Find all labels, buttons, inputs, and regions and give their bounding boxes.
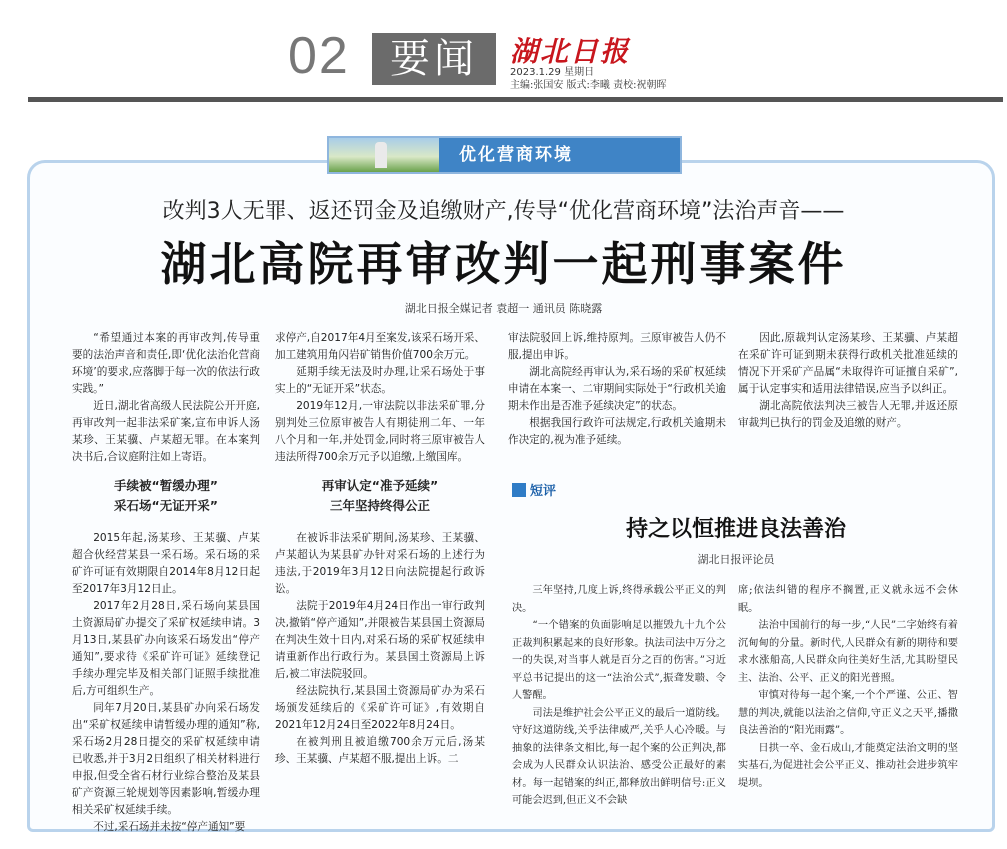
paragraph: “希望通过本案的再审改判,传导重要的法治声音和责任,即‘优化法治化营商环境’的要求,应落脚于每一次的依法行政实践。” — [72, 332, 260, 395]
article-column-2 — [275, 330, 485, 768]
paragraph: 司法是维护社会公平正义的最后一道防线。守好这道防线,关乎法律威严,关乎人心冷暖。与抽象的法律条文相比,每一起个案的公正判决,都会成为人民群众认识法治、感受公正最好的素材。每一起错案的纠正,都释放出鲜明信号:正义可能会迟到,但正义不会缺 — [512, 707, 726, 806]
paragraph: “一个错案的负面影响足以摧毁九十九个公正裁判积累起来的良好形象。执法司法中万分之一的失误,对当事人就是百分之百的伤害。”习近平总书记提出的这一“法治公式”,振聋发聩、令人警醒。 — [512, 620, 726, 701]
subheading: 再审认定“准予延续” — [321, 478, 439, 493]
article-byline: 湖北日报全媒记者 袁超一 通讯员 陈晓露 — [404, 302, 603, 315]
editorial-byline: 湖北日报评论员 — [697, 553, 775, 566]
newspaper-logo: 湖北日报 — [510, 35, 631, 68]
masthead-rule — [28, 97, 1003, 102]
paragraph: 三年坚持,几度上诉,终得承载公平正义的判决。 — [512, 585, 726, 614]
paragraph: 日拱一卒、金石成山,才能奠定法治文明的坚实基石,为促进社会公平正义、推动社会进步筑牢堤坝。 — [738, 742, 958, 789]
banner-label: 优化营商环境 — [459, 145, 573, 165]
square-bullet-icon — [512, 483, 526, 497]
paragraph: 经法院执行,某县国土资源局矿办为采石场颁发延续后的《采矿许可证》,有效期自2021年12月24日至2022年8月24日。 — [275, 685, 485, 731]
subheading: 三年坚持终得公正 — [329, 498, 430, 513]
article-column-3 — [508, 330, 726, 449]
page-number: 02 — [288, 27, 350, 85]
paragraph: 根据我国行政许可法规定,行政机关逾期未作决定的,视为准予延续。 — [508, 417, 726, 446]
topic-banner — [327, 136, 682, 174]
masthead — [0, 0, 1007, 100]
article-column-4 — [738, 330, 958, 432]
banner-skyline-image — [329, 138, 439, 172]
editorial-label-text: 短评 — [530, 484, 557, 499]
editorial-title: 持之以恒推进良法善治 — [625, 516, 846, 542]
paragraph: 法院于2019年4月24日作出一审行政判决,撤销“停产通知”,并限被告某县国土资源局在判决生效十日内,对采石场的采矿权延续申请重新作出行政行为。某县国土资源局上诉后,被二审法院驳回。 — [275, 600, 485, 680]
paragraph: 求停产,自2017年4月至案发,该采石场开采、加工建筑用角闪岩矿销售价值700余万元。 — [275, 332, 485, 361]
paragraph: 因此,原裁判认定汤某珍、王某骥、卢某超在采矿许可证到期未获得行政机关批准延续的情况下开采矿产品属“未取得许可证擅自采矿”,属于认定事实和适用法律错误,应当予以纠正。 — [738, 332, 958, 395]
paragraph: 湖北高院依法判决三被告人无罪,并返还原审裁判已执行的罚金及追缴的财产。 — [738, 400, 958, 429]
article-column-1 — [72, 330, 260, 836]
paragraph: 法治中国前行的每一步,“人民”二字始终有着沉甸甸的分量。新时代,人民群众有新的期待和要求水涨船高,人民群众向往美好生活,尤其盼望民主、法治、公平、正义的阳光普照。 — [738, 620, 958, 684]
paragraph: 近日,湖北省高级人民法院公开开庭,再审改判一起非法采矿案,宣布申诉人汤某珍、王某骥、卢某超无罪。在本案判决书后,合议庭附注如上寄语。 — [72, 400, 260, 463]
paragraph: 延期手续无法及时办理,让采石场处于事实上的“无证开采”状态。 — [275, 366, 485, 395]
editorial-column-1 — [512, 582, 726, 810]
paragraph: 2019年12月,一审法院以非法采矿罪,分别判处三位原审被告人有期徒刑二年、一年八个月和一年,并处罚金,同时将三原审被告人违法所得700余万元予以追缴,上缴国库。 — [275, 400, 485, 463]
editorial-label — [512, 480, 556, 499]
section-title: 要闻 — [372, 33, 496, 85]
issue-date: 2023.1.29 星期日 — [510, 67, 595, 78]
paragraph: 审法院驳回上诉,维持原判。三原审被告人仍不服,提出申诉。 — [508, 332, 726, 361]
subheading: 采石场“无证开采” — [114, 498, 218, 513]
paragraph: 不过,采石场并未按“停产通知”要 — [93, 821, 246, 833]
editorial-column-2 — [738, 582, 958, 792]
paragraph: 2015年起,汤某珍、王某骥、卢某超合伙经营某县一采石场。采石场的采矿许可证有效期限自2014年8月12日起至2017年3月12日止。 — [72, 532, 260, 595]
paragraph: 2017年2月28日,采石场向某县国土资源局矿办提交了采矿权延续申请。3月13日,某县矿办向该采石场发出“停产通知”,要求待《采矿许可证》延续登记手续办理完毕及相关部门证照手续批准后,方可组织生产。 — [72, 600, 260, 697]
paragraph: 在被诉非法采矿期间,汤某珍、王某骥、卢某超认为某县矿办针对采石场的上述行为违法,于2019年3月12日向法院提起行政诉讼。 — [275, 532, 485, 595]
paragraph: 湖北高院经再审认为,采石场的采矿权延续申请在本案一、二审期间实际处于“行政机关逾期未作出是否准予延续决定”的状态。 — [508, 366, 726, 412]
article-kicker: 改判3人无罪、返还罚金及追缴财产,传导“优化营商环境”法治声音—— — [162, 199, 845, 224]
article-headline: 湖北高院再审改判一起刑事案件 — [160, 237, 847, 291]
paragraph: 席;依法纠错的程序不搁置,正义就永远不会休眠。 — [738, 585, 958, 614]
subheading: 手续被“暂缓办理” — [114, 478, 218, 493]
paragraph: 同年7月20日,某县矿办向采石场发出“采矿权延续申请暂缓办理的通知”称,采石场2月28日提交的采矿权延续申请已收悉,并于3月2日组织了相关材料进行申报,但受全省石材行业综合整治及某县矿产资源三轮规划等因素影响,暂缓办理相关采矿权延续手续。 — [72, 702, 260, 816]
paragraph: 审慎对待每一起个案,一个个严谨、公正、智慧的判决,就能以法治之信仰,守正义之天平,播撒良法善治的“阳光雨露”。 — [738, 690, 958, 736]
dateline — [510, 66, 666, 92]
tower-icon — [375, 142, 387, 168]
paragraph: 在被判刑且被追缴700余万元后,汤某珍、王某骥、卢某超不服,提出上诉。二 — [275, 736, 485, 765]
editor-credits: 主编:张国安 版式:李曦 责校:祝朝晖 — [510, 80, 667, 91]
